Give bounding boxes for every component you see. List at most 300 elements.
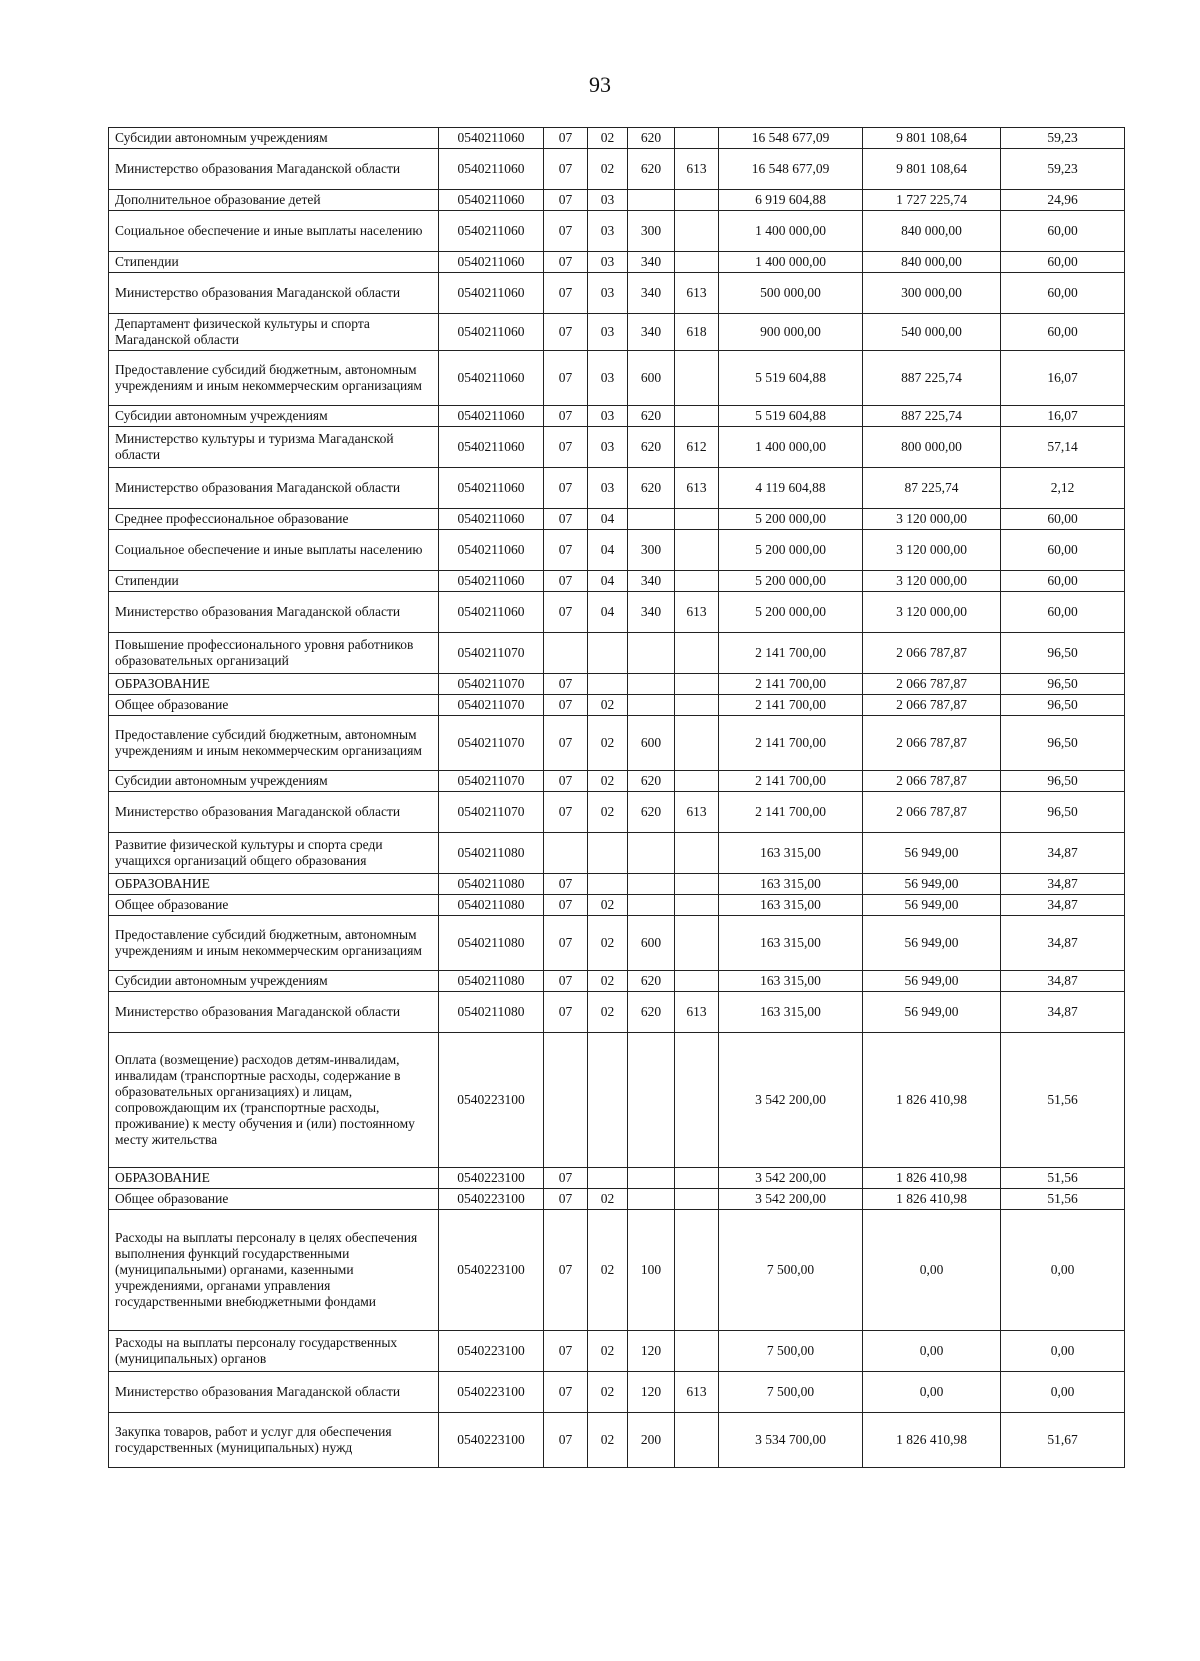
cell-subsection: 04 xyxy=(588,530,628,571)
cell-target-article: 0540211060 xyxy=(439,211,544,252)
cell-percent: 57,14 xyxy=(1001,427,1125,468)
cell-section: 07 xyxy=(544,509,588,530)
cell-percent: 0,00 xyxy=(1001,1331,1125,1372)
cell-executed: 300 000,00 xyxy=(863,273,1001,314)
cell-subsection: 02 xyxy=(588,716,628,771)
cell-subsection: 02 xyxy=(588,1331,628,1372)
cell-percent: 34,87 xyxy=(1001,833,1125,874)
cell-section: 07 xyxy=(544,1210,588,1331)
cell-planned: 3 542 200,00 xyxy=(719,1189,863,1210)
cell-name: Предоставление субсидий бюджетным, автономным учреждениям и иным некоммерческим организациям xyxy=(109,351,439,406)
cell-section: 07 xyxy=(544,716,588,771)
cell-name: Среднее профессиональное образование xyxy=(109,509,439,530)
cell-target-article: 0540223100 xyxy=(439,1210,544,1331)
cell-subsection: 03 xyxy=(588,211,628,252)
table-row xyxy=(109,592,1125,633)
cell-percent: 51,56 xyxy=(1001,1189,1125,1210)
cell-section: 07 xyxy=(544,128,588,149)
cell-name: Министерство образования Магаданской области xyxy=(109,992,439,1033)
cell-percent: 96,50 xyxy=(1001,771,1125,792)
cell-planned: 3 534 700,00 xyxy=(719,1413,863,1468)
cell-executed: 9 801 108,64 xyxy=(863,128,1001,149)
cell-administrator xyxy=(675,874,719,895)
cell-administrator xyxy=(675,1189,719,1210)
table-row xyxy=(109,406,1125,427)
cell-section: 07 xyxy=(544,314,588,351)
cell-percent: 59,23 xyxy=(1001,128,1125,149)
cell-administrator: 612 xyxy=(675,427,719,468)
table-row xyxy=(109,509,1125,530)
cell-subsection: 03 xyxy=(588,314,628,351)
table-row xyxy=(109,530,1125,571)
cell-administrator: 613 xyxy=(675,1372,719,1413)
cell-percent: 60,00 xyxy=(1001,530,1125,571)
cell-planned: 5 200 000,00 xyxy=(719,571,863,592)
cell-subsection: 03 xyxy=(588,252,628,273)
cell-administrator: 613 xyxy=(675,592,719,633)
cell-executed: 56 949,00 xyxy=(863,992,1001,1033)
cell-name: Министерство образования Магаданской области xyxy=(109,1372,439,1413)
cell-percent: 60,00 xyxy=(1001,252,1125,273)
cell-planned: 5 200 000,00 xyxy=(719,509,863,530)
cell-name: ОБРАЗОВАНИЕ xyxy=(109,874,439,895)
cell-executed: 2 066 787,87 xyxy=(863,716,1001,771)
cell-target-article: 0540211060 xyxy=(439,190,544,211)
cell-administrator xyxy=(675,1413,719,1468)
cell-percent: 51,56 xyxy=(1001,1033,1125,1168)
table-row xyxy=(109,252,1125,273)
table-row xyxy=(109,916,1125,971)
cell-name: Дополнительное образование детей xyxy=(109,190,439,211)
cell-target-article: 0540223100 xyxy=(439,1168,544,1189)
cell-section: 07 xyxy=(544,1413,588,1468)
cell-administrator xyxy=(675,716,719,771)
cell-planned: 3 542 200,00 xyxy=(719,1033,863,1168)
cell-subsection: 03 xyxy=(588,190,628,211)
cell-name: Министерство образования Магаданской области xyxy=(109,149,439,190)
cell-expense-type xyxy=(628,674,675,695)
table-row xyxy=(109,1189,1125,1210)
cell-percent: 24,96 xyxy=(1001,190,1125,211)
cell-section: 07 xyxy=(544,468,588,509)
cell-planned: 2 141 700,00 xyxy=(719,695,863,716)
cell-name: Общее образование xyxy=(109,895,439,916)
cell-subsection xyxy=(588,1033,628,1168)
cell-name: Стипендии xyxy=(109,252,439,273)
cell-planned: 5 519 604,88 xyxy=(719,351,863,406)
cell-subsection: 02 xyxy=(588,1189,628,1210)
cell-executed: 887 225,74 xyxy=(863,406,1001,427)
cell-expense-type xyxy=(628,1033,675,1168)
cell-percent: 60,00 xyxy=(1001,571,1125,592)
cell-subsection xyxy=(588,833,628,874)
cell-name: Министерство образования Магаданской области xyxy=(109,792,439,833)
cell-section: 07 xyxy=(544,211,588,252)
cell-percent: 2,12 xyxy=(1001,468,1125,509)
cell-percent: 34,87 xyxy=(1001,874,1125,895)
cell-planned: 163 315,00 xyxy=(719,971,863,992)
cell-expense-type: 100 xyxy=(628,1210,675,1331)
cell-planned: 5 519 604,88 xyxy=(719,406,863,427)
cell-planned: 2 141 700,00 xyxy=(719,674,863,695)
cell-percent: 16,07 xyxy=(1001,351,1125,406)
table-row xyxy=(109,833,1125,874)
cell-expense-type: 600 xyxy=(628,351,675,406)
cell-subsection: 03 xyxy=(588,351,628,406)
cell-subsection: 02 xyxy=(588,1210,628,1331)
cell-name: Субсидии автономным учреждениям xyxy=(109,406,439,427)
cell-expense-type: 600 xyxy=(628,916,675,971)
cell-name: Предоставление субсидий бюджетным, автономным учреждениям и иным некоммерческим организациям xyxy=(109,716,439,771)
cell-name: Повышение профессионального уровня работников образовательных организаций xyxy=(109,633,439,674)
cell-section: 07 xyxy=(544,1331,588,1372)
cell-expense-type xyxy=(628,1168,675,1189)
cell-planned: 2 141 700,00 xyxy=(719,633,863,674)
cell-target-article: 0540223100 xyxy=(439,1189,544,1210)
cell-expense-type: 120 xyxy=(628,1372,675,1413)
cell-expense-type xyxy=(628,895,675,916)
cell-name: Министерство образования Магаданской области xyxy=(109,273,439,314)
cell-executed: 1 826 410,98 xyxy=(863,1189,1001,1210)
cell-percent: 51,56 xyxy=(1001,1168,1125,1189)
cell-target-article: 0540211060 xyxy=(439,314,544,351)
cell-percent: 96,50 xyxy=(1001,716,1125,771)
cell-target-article: 0540223100 xyxy=(439,1372,544,1413)
cell-planned: 163 315,00 xyxy=(719,874,863,895)
cell-target-article: 0540211070 xyxy=(439,792,544,833)
cell-executed: 3 120 000,00 xyxy=(863,530,1001,571)
cell-section: 07 xyxy=(544,592,588,633)
cell-administrator xyxy=(675,509,719,530)
cell-executed: 1 826 410,98 xyxy=(863,1413,1001,1468)
cell-executed: 2 066 787,87 xyxy=(863,792,1001,833)
table-row xyxy=(109,674,1125,695)
cell-administrator: 613 xyxy=(675,792,719,833)
cell-target-article: 0540211070 xyxy=(439,771,544,792)
cell-expense-type xyxy=(628,874,675,895)
table-row xyxy=(109,427,1125,468)
table-row xyxy=(109,1033,1125,1168)
table-row xyxy=(109,190,1125,211)
cell-subsection: 02 xyxy=(588,1413,628,1468)
cell-expense-type: 620 xyxy=(628,468,675,509)
cell-executed: 0,00 xyxy=(863,1372,1001,1413)
cell-expense-type: 340 xyxy=(628,571,675,592)
cell-subsection: 02 xyxy=(588,792,628,833)
cell-subsection: 03 xyxy=(588,406,628,427)
cell-target-article: 0540211060 xyxy=(439,252,544,273)
cell-administrator: 613 xyxy=(675,149,719,190)
cell-executed: 0,00 xyxy=(863,1331,1001,1372)
cell-executed: 3 120 000,00 xyxy=(863,571,1001,592)
cell-administrator xyxy=(675,1331,719,1372)
cell-section: 07 xyxy=(544,252,588,273)
cell-administrator xyxy=(675,190,719,211)
cell-planned: 2 141 700,00 xyxy=(719,771,863,792)
cell-executed: 1 826 410,98 xyxy=(863,1033,1001,1168)
cell-expense-type: 340 xyxy=(628,314,675,351)
cell-target-article: 0540211060 xyxy=(439,571,544,592)
cell-expense-type: 340 xyxy=(628,592,675,633)
cell-name: Закупка товаров, работ и услуг для обеспечения государственных (муниципальных) нужд xyxy=(109,1413,439,1468)
cell-target-article: 0540211060 xyxy=(439,128,544,149)
cell-target-article: 0540211080 xyxy=(439,895,544,916)
table-row xyxy=(109,571,1125,592)
cell-administrator xyxy=(675,916,719,971)
cell-percent: 96,50 xyxy=(1001,695,1125,716)
table-row xyxy=(109,1372,1125,1413)
cell-target-article: 0540223100 xyxy=(439,1033,544,1168)
cell-section: 07 xyxy=(544,695,588,716)
cell-subsection xyxy=(588,874,628,895)
cell-expense-type: 340 xyxy=(628,252,675,273)
cell-planned: 163 315,00 xyxy=(719,895,863,916)
cell-expense-type: 620 xyxy=(628,427,675,468)
cell-executed: 3 120 000,00 xyxy=(863,592,1001,633)
cell-subsection: 02 xyxy=(588,992,628,1033)
cell-expense-type: 600 xyxy=(628,716,675,771)
cell-section: 07 xyxy=(544,406,588,427)
cell-target-article: 0540211060 xyxy=(439,149,544,190)
cell-percent: 34,87 xyxy=(1001,916,1125,971)
table-row xyxy=(109,468,1125,509)
cell-planned: 4 119 604,88 xyxy=(719,468,863,509)
cell-name: Министерство образования Магаданской области xyxy=(109,468,439,509)
table-row xyxy=(109,792,1125,833)
cell-section: 07 xyxy=(544,674,588,695)
cell-administrator xyxy=(675,211,719,252)
cell-name: Субсидии автономным учреждениям xyxy=(109,128,439,149)
cell-section: 07 xyxy=(544,530,588,571)
cell-section xyxy=(544,1033,588,1168)
cell-percent: 96,50 xyxy=(1001,633,1125,674)
table-row xyxy=(109,771,1125,792)
cell-target-article: 0540211070 xyxy=(439,674,544,695)
cell-subsection: 03 xyxy=(588,273,628,314)
table-row xyxy=(109,1413,1125,1468)
cell-expense-type: 620 xyxy=(628,992,675,1033)
cell-percent: 60,00 xyxy=(1001,314,1125,351)
cell-executed: 840 000,00 xyxy=(863,211,1001,252)
cell-expense-type: 300 xyxy=(628,530,675,571)
cell-administrator xyxy=(675,633,719,674)
cell-expense-type xyxy=(628,1189,675,1210)
cell-name: Общее образование xyxy=(109,1189,439,1210)
cell-planned: 6 919 604,88 xyxy=(719,190,863,211)
cell-executed: 3 120 000,00 xyxy=(863,509,1001,530)
cell-section: 07 xyxy=(544,149,588,190)
cell-subsection: 02 xyxy=(588,149,628,190)
cell-section: 07 xyxy=(544,971,588,992)
cell-subsection: 02 xyxy=(588,1372,628,1413)
cell-name: Министерство культуры и туризма Магаданской области xyxy=(109,427,439,468)
cell-subsection: 02 xyxy=(588,771,628,792)
cell-target-article: 0540211080 xyxy=(439,916,544,971)
cell-section: 07 xyxy=(544,273,588,314)
cell-percent: 60,00 xyxy=(1001,592,1125,633)
cell-section: 07 xyxy=(544,1372,588,1413)
cell-section: 07 xyxy=(544,351,588,406)
cell-administrator xyxy=(675,971,719,992)
cell-expense-type xyxy=(628,633,675,674)
cell-name: Социальное обеспечение и иные выплаты населению xyxy=(109,530,439,571)
cell-percent: 59,23 xyxy=(1001,149,1125,190)
cell-target-article: 0540211080 xyxy=(439,992,544,1033)
cell-name: Стипендии xyxy=(109,571,439,592)
cell-executed: 87 225,74 xyxy=(863,468,1001,509)
cell-executed: 9 801 108,64 xyxy=(863,149,1001,190)
cell-target-article: 0540211080 xyxy=(439,833,544,874)
table-row xyxy=(109,1168,1125,1189)
budget-table xyxy=(108,127,1125,1468)
cell-administrator xyxy=(675,351,719,406)
cell-planned: 2 141 700,00 xyxy=(719,792,863,833)
cell-target-article: 0540211060 xyxy=(439,468,544,509)
cell-section: 07 xyxy=(544,992,588,1033)
cell-administrator xyxy=(675,695,719,716)
cell-target-article: 0540211060 xyxy=(439,351,544,406)
cell-section: 07 xyxy=(544,916,588,971)
cell-planned: 7 500,00 xyxy=(719,1331,863,1372)
cell-executed: 1 727 225,74 xyxy=(863,190,1001,211)
cell-expense-type: 340 xyxy=(628,273,675,314)
cell-administrator xyxy=(675,252,719,273)
cell-executed: 2 066 787,87 xyxy=(863,633,1001,674)
cell-planned: 1 400 000,00 xyxy=(719,252,863,273)
cell-administrator xyxy=(675,674,719,695)
cell-administrator xyxy=(675,771,719,792)
cell-expense-type: 200 xyxy=(628,1413,675,1468)
cell-planned: 900 000,00 xyxy=(719,314,863,351)
cell-subsection xyxy=(588,1168,628,1189)
cell-administrator xyxy=(675,530,719,571)
cell-executed: 540 000,00 xyxy=(863,314,1001,351)
table-row xyxy=(109,716,1125,771)
cell-percent: 96,50 xyxy=(1001,674,1125,695)
cell-planned: 500 000,00 xyxy=(719,273,863,314)
cell-expense-type: 620 xyxy=(628,406,675,427)
cell-planned: 163 315,00 xyxy=(719,992,863,1033)
table-row xyxy=(109,971,1125,992)
cell-section: 07 xyxy=(544,874,588,895)
cell-expense-type: 620 xyxy=(628,128,675,149)
table-row xyxy=(109,992,1125,1033)
cell-expense-type: 620 xyxy=(628,149,675,190)
cell-executed: 800 000,00 xyxy=(863,427,1001,468)
cell-executed: 840 000,00 xyxy=(863,252,1001,273)
table-row xyxy=(109,695,1125,716)
cell-administrator xyxy=(675,1033,719,1168)
cell-planned: 2 141 700,00 xyxy=(719,716,863,771)
cell-name: Социальное обеспечение и иные выплаты населению xyxy=(109,211,439,252)
cell-name: ОБРАЗОВАНИЕ xyxy=(109,674,439,695)
cell-percent: 0,00 xyxy=(1001,1210,1125,1331)
cell-expense-type: 620 xyxy=(628,771,675,792)
cell-name: Субсидии автономным учреждениям xyxy=(109,971,439,992)
cell-name: ОБРАЗОВАНИЕ xyxy=(109,1168,439,1189)
cell-target-article: 0540211060 xyxy=(439,273,544,314)
cell-subsection: 03 xyxy=(588,468,628,509)
cell-planned: 163 315,00 xyxy=(719,833,863,874)
cell-planned: 1 400 000,00 xyxy=(719,427,863,468)
cell-target-article: 0540211080 xyxy=(439,874,544,895)
cell-executed: 56 949,00 xyxy=(863,916,1001,971)
cell-expense-type: 620 xyxy=(628,792,675,833)
cell-target-article: 0540211070 xyxy=(439,695,544,716)
cell-expense-type: 120 xyxy=(628,1331,675,1372)
cell-planned: 7 500,00 xyxy=(719,1372,863,1413)
cell-planned: 7 500,00 xyxy=(719,1210,863,1331)
cell-section: 07 xyxy=(544,571,588,592)
cell-administrator: 613 xyxy=(675,273,719,314)
cell-name: Министерство образования Магаданской области xyxy=(109,592,439,633)
cell-expense-type xyxy=(628,695,675,716)
cell-administrator xyxy=(675,128,719,149)
cell-expense-type: 620 xyxy=(628,971,675,992)
cell-section xyxy=(544,633,588,674)
cell-administrator xyxy=(675,833,719,874)
table-row xyxy=(109,874,1125,895)
cell-planned: 1 400 000,00 xyxy=(719,211,863,252)
cell-planned: 5 200 000,00 xyxy=(719,592,863,633)
cell-administrator xyxy=(675,895,719,916)
cell-expense-type xyxy=(628,509,675,530)
cell-percent: 51,67 xyxy=(1001,1413,1125,1468)
table-row xyxy=(109,633,1125,674)
table-row xyxy=(109,314,1125,351)
cell-target-article: 0540211060 xyxy=(439,592,544,633)
cell-subsection: 02 xyxy=(588,895,628,916)
cell-percent: 96,50 xyxy=(1001,792,1125,833)
cell-target-article: 0540223100 xyxy=(439,1413,544,1468)
cell-percent: 60,00 xyxy=(1001,509,1125,530)
cell-percent: 0,00 xyxy=(1001,1372,1125,1413)
cell-subsection: 02 xyxy=(588,916,628,971)
cell-percent: 34,87 xyxy=(1001,895,1125,916)
cell-section: 07 xyxy=(544,190,588,211)
cell-target-article: 0540211060 xyxy=(439,530,544,571)
cell-percent: 60,00 xyxy=(1001,211,1125,252)
cell-section: 07 xyxy=(544,427,588,468)
cell-administrator: 613 xyxy=(675,992,719,1033)
table-row xyxy=(109,1331,1125,1372)
cell-subsection: 03 xyxy=(588,427,628,468)
cell-subsection xyxy=(588,674,628,695)
cell-name: Департамент физической культуры и спорта Магаданской области xyxy=(109,314,439,351)
cell-planned: 163 315,00 xyxy=(719,916,863,971)
cell-percent: 60,00 xyxy=(1001,273,1125,314)
cell-executed: 0,00 xyxy=(863,1210,1001,1331)
cell-administrator: 618 xyxy=(675,314,719,351)
table-row xyxy=(109,1210,1125,1331)
cell-planned: 16 548 677,09 xyxy=(719,149,863,190)
cell-name: Общее образование xyxy=(109,695,439,716)
cell-target-article: 0540211070 xyxy=(439,716,544,771)
cell-target-article: 0540223100 xyxy=(439,1331,544,1372)
table-row xyxy=(109,128,1125,149)
cell-section: 07 xyxy=(544,895,588,916)
page-number: 93 xyxy=(589,72,611,97)
cell-administrator xyxy=(675,406,719,427)
table-row xyxy=(109,273,1125,314)
cell-subsection: 04 xyxy=(588,592,628,633)
cell-name: Расходы на выплаты персоналу в целях обеспечения выполнения функций государственными (муниципальными) органами, казенными учреждениями, органами управления государственными внебюджетными фондами xyxy=(109,1210,439,1331)
cell-section: 07 xyxy=(544,771,588,792)
table-row xyxy=(109,895,1125,916)
cell-planned: 16 548 677,09 xyxy=(719,128,863,149)
cell-section: 07 xyxy=(544,1189,588,1210)
cell-executed: 2 066 787,87 xyxy=(863,674,1001,695)
